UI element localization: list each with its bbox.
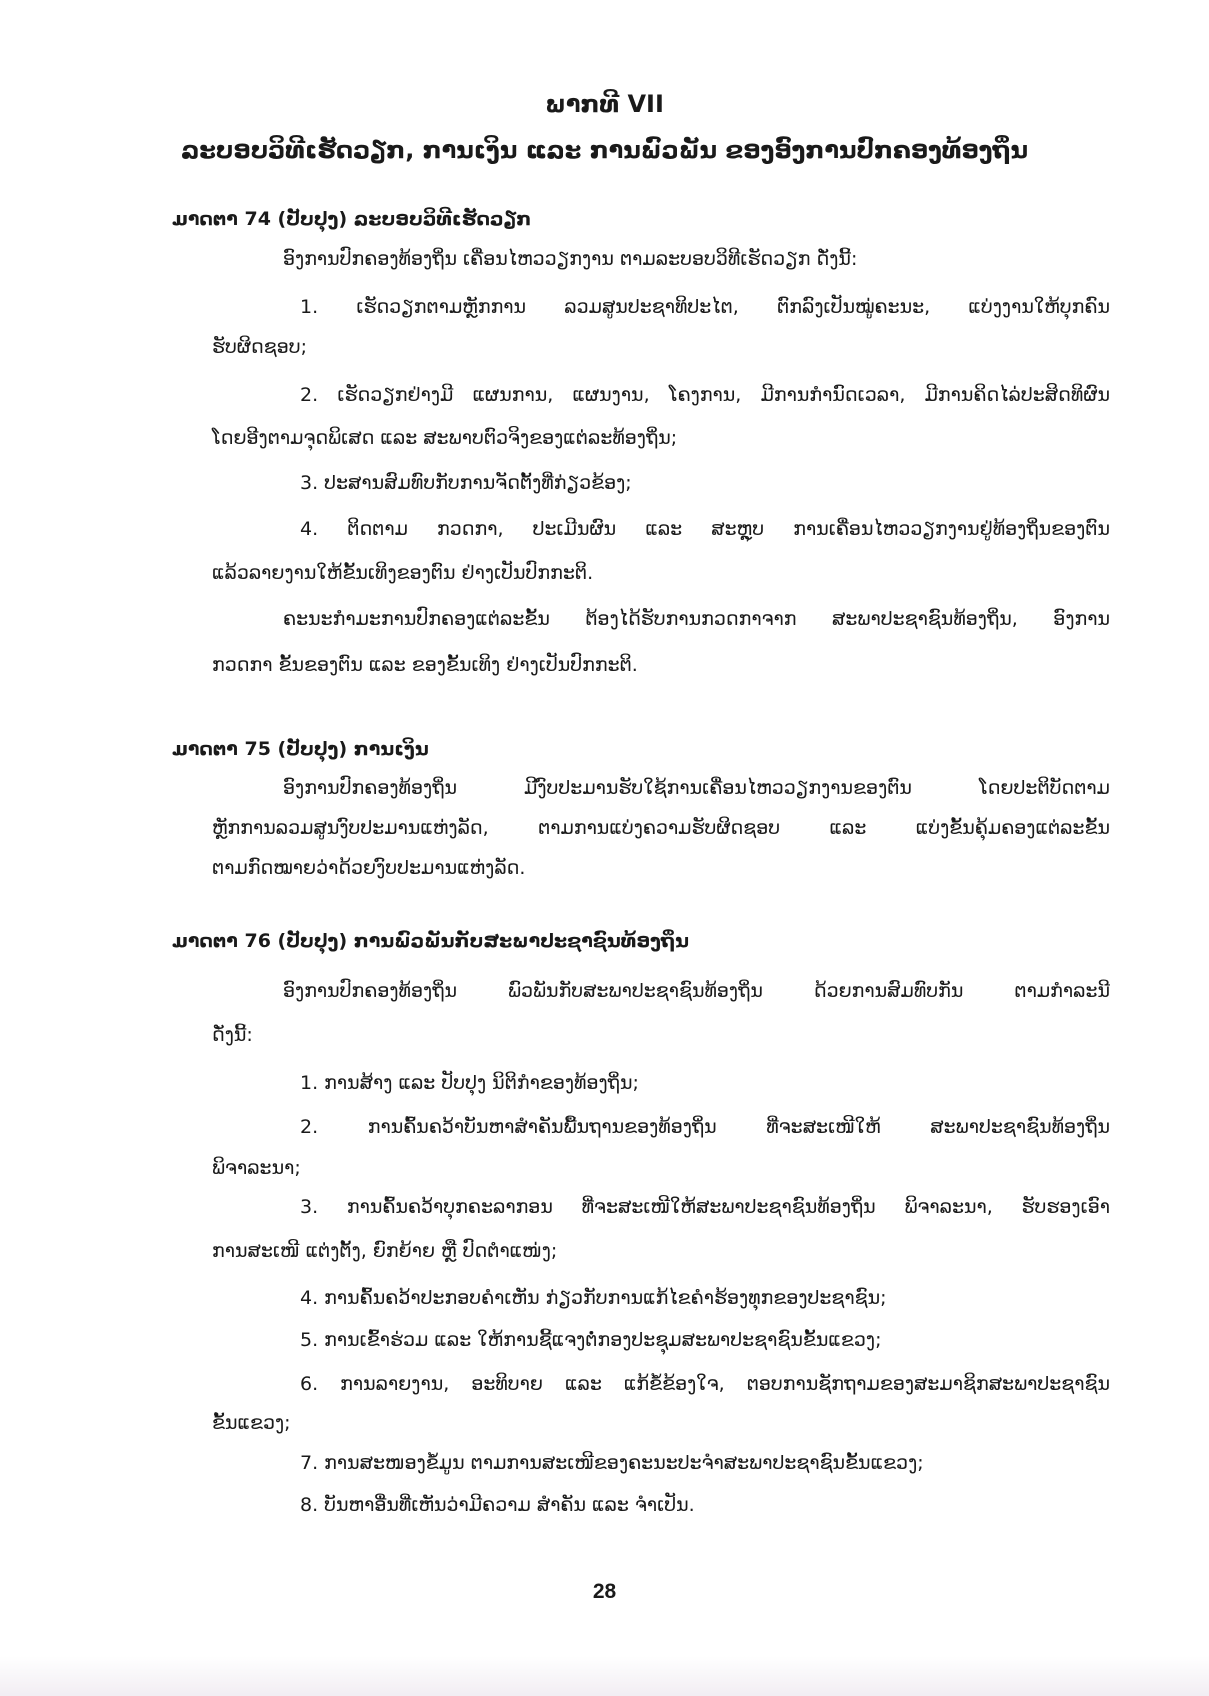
part-title: ລະບອບວິທີເຮັດວຽກ, ການເງິນ ແລະ ການພົວພັນ ຂອງອົງການປົກຄອງທ້ອງຖິ່ນ: [180, 136, 1029, 164]
article-76-item-2-line-1: 2. ການຄົ້ນຄວ້າບັນຫາສຳຄັນພື້ນຖານຂອງທ້ອງຖິ່ນ ທີ່ຈະສະເໜີໃຫ້ ສະພາປະຊາຊົນທ້ອງຖິ່ນ: [300, 1116, 1110, 1138]
article-74-item-3: 3. ປະສານສົມທົບກັບການຈັດຕັ້ງທີ່ກ່ຽວຂ້ອງ;: [300, 472, 632, 494]
article-76-item-5: 5. ການເຂົ້າຮ່ວມ ແລະ ໃຫ້ການຊີ້ແຈງຕໍ່ກອງປະຊຸມສະພາປະຊາຊົນຂັ້ນແຂວງ;: [300, 1329, 882, 1351]
article-74-item-1-line-2: ຮັບຜິດຊອບ;: [212, 336, 308, 358]
article-74-item-2-line-1: 2. ເຮັດວຽກຢ່າງມີ ແຜນການ, ແຜນງານ, ໂຄງການ, ມີການກຳນົດເວລາ, ມີການຄິດໄລ່ປະສິດທິຜົນ: [300, 384, 1110, 406]
article-76-item-8: 8. ບັນຫາອື່ນທີ່ເຫັນວ່າມີຄວາມ ສຳຄັນ ແລະ ຈຳເປັນ.: [300, 1494, 695, 1516]
article-74-item-1-line-1: 1. ເຮັດວຽກຕາມຫຼັກການ ລວມສູນປະຊາທິປະໄຕ, ຕົກລົງເປັນໝູ່ຄະນະ, ແບ່ງງານໃຫ້ບຸກຄົນ: [300, 296, 1110, 318]
article-76-item-7: 7. ການສະໜອງຂໍ້ມູນ ຕາມການສະເໜີຂອງຄະນະປະຈຳສະພາປະຊາຊົນຂັ້ນແຂວງ;: [300, 1452, 924, 1474]
page-number: 28: [592, 1580, 617, 1603]
article-74-item-2-line-2: ໂດຍອີງຕາມຈຸດພິເສດ ແລະ ສະພາບຕົວຈິງຂອງແຕ່ລະທ້ອງຖິ່ນ;: [212, 427, 678, 449]
article-76-intro-line-2: ດັ່ງນີ້:: [212, 1024, 253, 1046]
article-76-heading: ມາດຕາ 76 (ປັບປຸງ) ການພົວພັນກັບສະພາປະຊາຊົນທ້ອງຖິ່ນ: [172, 930, 690, 952]
article-74-paragraph-line-1: ຄະນະກຳມະການປົກຄອງແຕ່ລະຂັ້ນ ຕ້ອງໄດ້ຮັບການກວດກາຈາກ ສະພາປະຊາຊົນທ້ອງຖິ່ນ, ອົງການ: [283, 608, 1110, 630]
article-75-line-1: ອົງການປົກຄອງທ້ອງຖິ່ນ ມີງົບປະມານຮັບໃຊ້ການເຄື່ອນໄຫວວຽກງານຂອງຕົນ ໂດຍປະຕິບັດຕາມ: [283, 777, 1110, 799]
article-74-intro: ອົງການປົກຄອງທ້ອງຖິ່ນ ເຄື່ອນໄຫວວຽກງານ ຕາມລະບອບວິທີເຮັດວຽກ ດັ່ງນີ້:: [283, 248, 858, 270]
article-75-line-2: ຫຼັກການລວມສູນງົບປະມານແຫ່ງລັດ, ຕາມການແບ່ງຄວາມຮັບຜິດຊອບ ແລະ ແບ່ງຂັ້ນຄຸ້ມຄອງແຕ່ລະຂັ້ນ: [212, 817, 1110, 839]
article-76-item-1: 1. ການສ້າງ ແລະ ປັບປຸງ ນິຕິກຳຂອງທ້ອງຖິ່ນ;: [300, 1072, 639, 1094]
scan-bottom-edge: [0, 1656, 1209, 1696]
article-76-item-2-line-2: ພິຈາລະນາ;: [212, 1157, 301, 1179]
article-74-paragraph-line-2: ກວດກາ ຂັ້ນຂອງຕົນ ແລະ ຂອງຂັ້ນເທິງ ຢ່າງເປັນປົກກະຕິ.: [212, 654, 638, 676]
article-76-intro-line-1: ອົງການປົກຄອງທ້ອງຖິ່ນ ພົວພັນກັບສະພາປະຊາຊົນທ້ອງຖິ່ນ ດ້ວຍການສົມທົບກັນ ຕາມກຳລະນີ: [283, 980, 1110, 1002]
article-76-item-6-line-1: 6. ການລາຍງານ, ອະທິບາຍ ແລະ ແກ້ຂໍ້ຂ້ອງໃຈ, ຕອບການຊັກຖາມຂອງສະມາຊິກສະພາປະຊາຊົນ: [300, 1373, 1110, 1395]
article-75-heading: ມາດຕາ 75 (ປັບປຸງ) ການເງິນ: [172, 738, 429, 760]
part-number: ພາກທີ VII: [545, 90, 664, 118]
article-74-heading: ມາດຕາ 74 (ປັບປຸງ) ລະບອບວິທີເຮັດວຽກ: [172, 208, 532, 230]
article-76-item-3-line-1: 3. ການຄົ້ນຄວ້າບຸກຄະລາກອນ ທີ່ຈະສະເໜີໃຫ້ສະພາປະຊາຊົນທ້ອງຖິ່ນ ພິຈາລະນາ, ຮັບຮອງເອົາ: [300, 1196, 1110, 1218]
article-76-item-4: 4. ການຄົ້ນຄວ້າປະກອບຄຳເຫັນ ກ່ຽວກັບການແກ້ໄຂຄຳຮ້ອງທຸກຂອງປະຊາຊົນ;: [300, 1287, 887, 1309]
article-76-item-6-line-2: ຂັ້ນແຂວງ;: [212, 1412, 291, 1434]
article-76-item-3-line-2: ການສະເໜີ ແຕ່ງຕັ້ງ, ຍົກຍ້າຍ ຫຼື ປົດຕຳແໜ່ງ;: [212, 1240, 558, 1262]
article-74-item-4-line-1: 4. ຕິດຕາມ ກວດກາ, ປະເມີນຜົນ ແລະ ສະຫຼຸບ ການເຄື່ອນໄຫວວຽກງານຢູ່ທ້ອງຖິ່ນຂອງຕົນ: [300, 518, 1110, 540]
article-74-item-4-line-2: ແລ້ວລາຍງານໃຫ້ຂັ້ນເທິງຂອງຕົນ ຢ່າງເປັນປົກກະຕິ.: [212, 562, 594, 584]
article-75-line-3: ຕາມກົດໝາຍວ່າດ້ວຍງົບປະມານແຫ່ງລັດ.: [212, 857, 526, 879]
